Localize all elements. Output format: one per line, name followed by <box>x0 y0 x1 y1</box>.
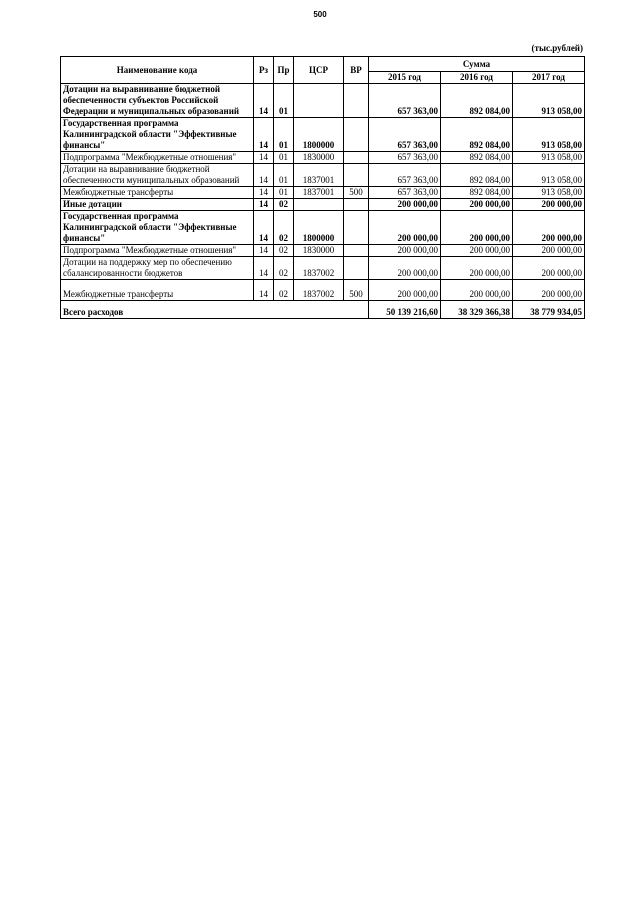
row-sum-2017: 913 058,00 <box>513 118 585 152</box>
row-csr: 1837002 <box>294 257 344 280</box>
row-sum-2015: 657 363,00 <box>369 84 441 118</box>
row-sum-2016: 892 084,00 <box>441 84 513 118</box>
row-sum-2015: 657 363,00 <box>369 164 441 187</box>
row-sum-2017: 200 000,00 <box>513 211 585 245</box>
row-vr <box>344 199 369 211</box>
row-name: Межбюджетные трансферты <box>61 280 254 301</box>
header-name: Наименование кода <box>61 57 254 84</box>
row-pr: 01 <box>274 84 294 118</box>
total-row <box>61 301 585 319</box>
row-rz: 14 <box>254 257 274 280</box>
row-sum-2017: 200 000,00 <box>513 245 585 257</box>
row-rz: 14 <box>254 280 274 301</box>
row-csr: 1800000 <box>294 211 344 245</box>
row-sum-2016: 200 000,00 <box>441 211 513 245</box>
row-csr: 1800000 <box>294 118 344 152</box>
row-pr: 01 <box>274 118 294 152</box>
row-pr: 02 <box>274 257 294 280</box>
units-label: (тыс.рублей) <box>531 43 583 53</box>
row-vr <box>344 118 369 152</box>
row-pr: 01 <box>274 152 294 164</box>
table-row <box>61 257 585 280</box>
row-name: Государственная программа Калининградской области "Эффективные финансы" <box>61 211 254 245</box>
row-rz: 14 <box>254 84 274 118</box>
row-sum-2015: 657 363,00 <box>369 152 441 164</box>
row-sum-2016: 200 000,00 <box>441 245 513 257</box>
row-sum-2015: 200 000,00 <box>369 280 441 301</box>
row-rz: 14 <box>254 152 274 164</box>
row-sum-2016: 200 000,00 <box>441 280 513 301</box>
row-sum-2017: 913 058,00 <box>513 84 585 118</box>
row-pr: 02 <box>274 199 294 211</box>
total-sum-2017: 38 779 934,05 <box>513 301 585 319</box>
row-csr: 1837001 <box>294 164 344 187</box>
table-row <box>61 199 585 211</box>
row-name: Подпрограмма "Межбюджетные отношения" <box>61 245 254 257</box>
table-row <box>61 211 585 245</box>
header-2017: 2017 год <box>513 72 585 84</box>
row-name: Иные дотации <box>61 199 254 211</box>
row-csr: 1837002 <box>294 280 344 301</box>
row-rz: 14 <box>254 164 274 187</box>
row-rz: 14 <box>254 245 274 257</box>
row-vr <box>344 152 369 164</box>
row-sum-2016: 892 084,00 <box>441 164 513 187</box>
row-sum-2017: 200 000,00 <box>513 257 585 280</box>
header-sum: Сумма <box>369 57 585 72</box>
table-row <box>61 245 585 257</box>
row-rz: 14 <box>254 187 274 199</box>
row-sum-2015: 200 000,00 <box>369 245 441 257</box>
row-sum-2017: 200 000,00 <box>513 199 585 211</box>
table-row <box>61 84 585 118</box>
row-sum-2016: 892 084,00 <box>441 152 513 164</box>
row-vr <box>344 211 369 245</box>
table-row <box>61 164 585 187</box>
row-pr: 01 <box>274 164 294 187</box>
row-rz: 14 <box>254 199 274 211</box>
row-name: Дотации на выравнивание бюджетной обеспеченности муниципальных образований <box>61 164 254 187</box>
row-sum-2016: 892 084,00 <box>441 118 513 152</box>
row-vr: 500 <box>344 280 369 301</box>
row-vr: 500 <box>344 187 369 199</box>
table-row <box>61 152 585 164</box>
row-sum-2015: 200 000,00 <box>369 257 441 280</box>
row-sum-2017: 913 058,00 <box>513 164 585 187</box>
row-sum-2016: 200 000,00 <box>441 257 513 280</box>
row-sum-2017: 913 058,00 <box>513 152 585 164</box>
header-vr: ВР <box>344 57 369 84</box>
header-csr: ЦСР <box>294 57 344 84</box>
table-row <box>61 280 585 301</box>
page-number: 500 <box>313 10 327 19</box>
header-2015: 2015 год <box>369 72 441 84</box>
row-name: Государственная программа Калининградской области "Эффективные финансы" <box>61 118 254 152</box>
row-pr: 02 <box>274 280 294 301</box>
row-sum-2016: 892 084,00 <box>441 187 513 199</box>
total-sum-2015: 50 139 216,60 <box>369 301 441 319</box>
row-name: Дотации на выравнивание бюджетной обеспеченности субъектов Российской Федерации и муниципальных образований <box>61 84 254 118</box>
row-sum-2015: 657 363,00 <box>369 187 441 199</box>
header-rz: Рз <box>254 57 274 84</box>
table-header <box>61 57 585 84</box>
row-pr: 02 <box>274 211 294 245</box>
total-label: Всего расходов <box>61 301 369 319</box>
table-row <box>61 118 585 152</box>
row-csr: 1837001 <box>294 187 344 199</box>
row-csr <box>294 199 344 211</box>
row-sum-2017: 200 000,00 <box>513 280 585 301</box>
row-rz: 14 <box>254 211 274 245</box>
row-pr: 01 <box>274 187 294 199</box>
row-csr: 1830000 <box>294 152 344 164</box>
row-vr <box>344 84 369 118</box>
row-vr <box>344 164 369 187</box>
row-sum-2016: 200 000,00 <box>441 199 513 211</box>
row-sum-2015: 200 000,00 <box>369 199 441 211</box>
row-name: Дотации на поддержку мер по обеспечению сбалансированности бюджетов <box>61 257 254 280</box>
row-rz: 14 <box>254 118 274 152</box>
budget-table <box>60 56 585 319</box>
header-pr: Пр <box>274 57 294 84</box>
row-sum-2017: 913 058,00 <box>513 187 585 199</box>
table-row <box>61 187 585 199</box>
row-name: Подпрограмма "Межбюджетные отношения" <box>61 152 254 164</box>
row-pr: 02 <box>274 245 294 257</box>
row-sum-2015: 200 000,00 <box>369 211 441 245</box>
row-sum-2015: 657 363,00 <box>369 118 441 152</box>
row-csr: 1830000 <box>294 245 344 257</box>
row-name: Межбюджетные трансферты <box>61 187 254 199</box>
row-csr <box>294 84 344 118</box>
row-vr <box>344 257 369 280</box>
header-2016: 2016 год <box>441 72 513 84</box>
row-vr <box>344 245 369 257</box>
total-sum-2016: 38 329 366,38 <box>441 301 513 319</box>
